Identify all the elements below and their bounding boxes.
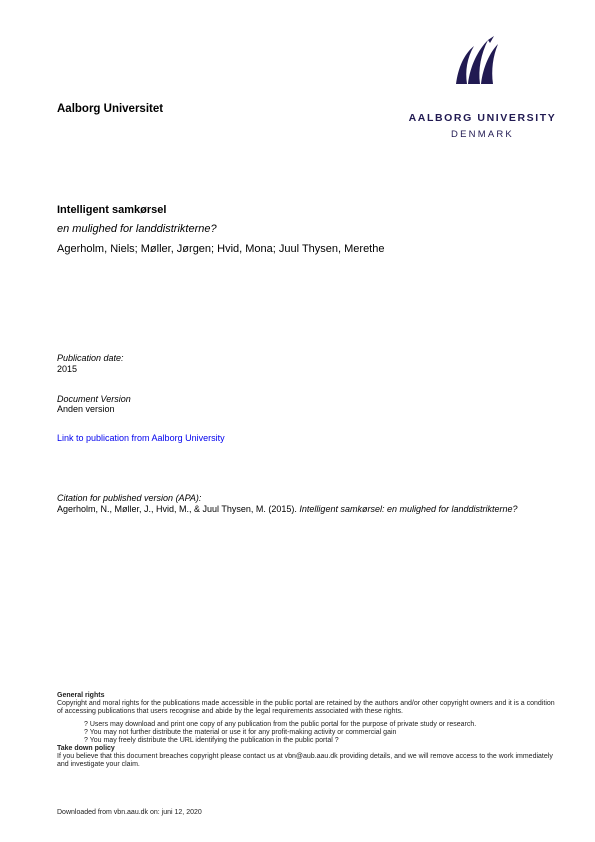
general-rights-text: Copyright and moral rights for the publications made accessible in the public portal are retained by the authors and/or other copyright owners and it is a condition of accessing publications that users recognise and abide by the legal requirements associated with these rights. bbox=[57, 700, 555, 715]
rights-bullet: ? You may freely distribute the URL identifying the publication in the public portal ? bbox=[84, 737, 339, 744]
takedown-text: If you believe that this document breaches copyright please contact us at vbn@aub.aau.dk providing details, and we will remove access to the work immediately and investigate your claim. bbox=[57, 753, 553, 768]
document-version-label: Document Version bbox=[57, 394, 131, 404]
logo-country: DENMARK bbox=[451, 129, 514, 140]
university-name: Aalborg Universitet bbox=[57, 103, 164, 115]
logo-wordmark: AALBORG UNIVERSITY bbox=[408, 112, 557, 124]
publication-date-value: 2015 bbox=[57, 364, 78, 374]
logo-mark-icon bbox=[450, 34, 502, 86]
document-authors: Agerholm, Niels; Møller, Jørgen; Hvid, Mona; Juul Thysen, Merethe bbox=[57, 243, 385, 255]
citation-title: Intelligent samkørsel: en mulighed for landdistrikterne? bbox=[299, 504, 518, 514]
document-title: Intelligent samkørsel bbox=[57, 204, 167, 216]
download-note: Downloaded from vbn.aau.dk on: juni 12, 2020 bbox=[57, 809, 202, 816]
publication-date-label: Publication date: bbox=[57, 353, 124, 363]
general-rights-heading: General rights bbox=[57, 692, 105, 699]
document-subtitle: en mulighed for landdistrikterne? bbox=[57, 223, 217, 235]
document-version-value: Anden version bbox=[57, 404, 115, 414]
rights-bullet: ? You may not further distribute the material or use it for any profit-making activity or commercial gain bbox=[84, 729, 397, 736]
rights-section bbox=[57, 692, 557, 769]
rights-bullet: ? Users may download and print one copy of any publication from the public portal for the purpose of private study or research. bbox=[84, 721, 477, 728]
takedown-heading: Take down policy bbox=[57, 745, 115, 752]
citation-authors: Agerholm, N., Møller, J., Hvid, M., & Juul Thysen, M. (2015). bbox=[57, 504, 297, 514]
citation-text bbox=[57, 504, 527, 514]
publication-link[interactable]: Link to publication from Aalborg University bbox=[57, 433, 225, 443]
aalborg-university-logo bbox=[400, 34, 565, 144]
citation-label: Citation for published version (APA): bbox=[57, 493, 202, 503]
